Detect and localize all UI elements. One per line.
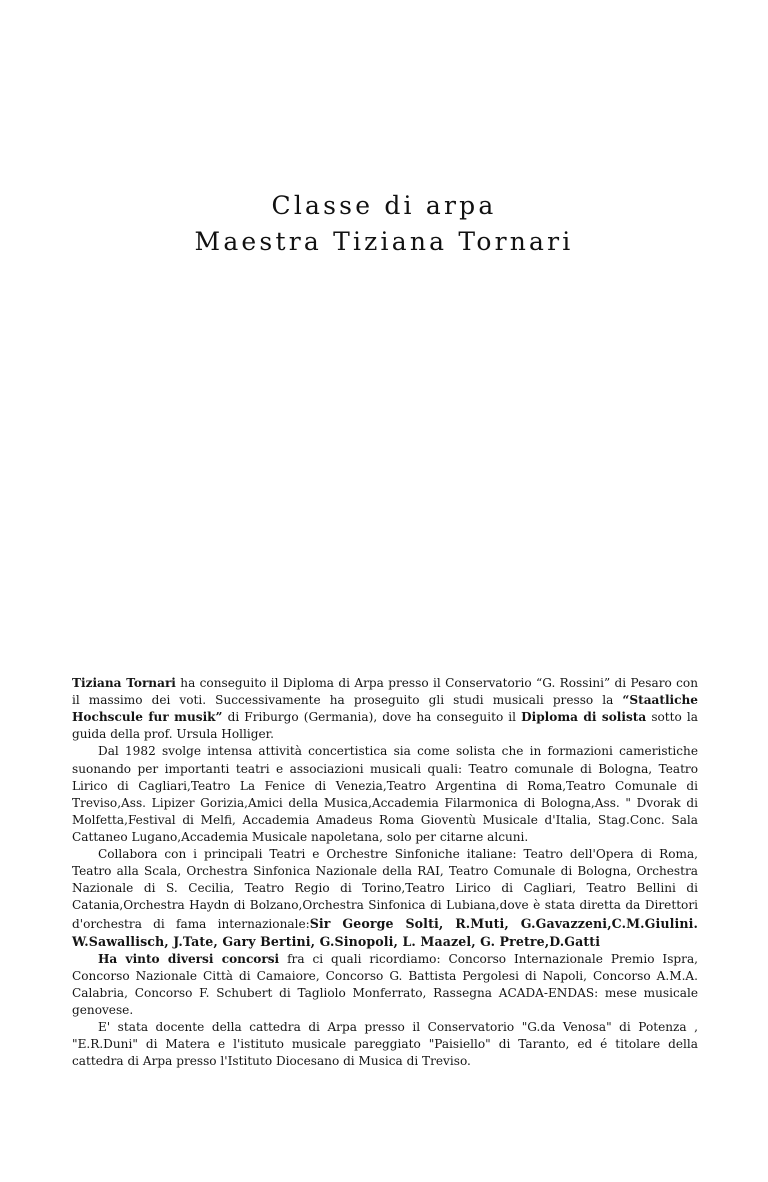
bio-bold-2: Diploma di solista <box>521 710 647 725</box>
collaborations-text: Collabora con i principali Teatri e Orchestre Sinfoniche italiane: Teatro dell'Opera di Roma, Teatro alla Scala, Orchestra Sinfonica Nazionale della RAI, Teatro Comunale di Bologna, Orchestra Nazionale di S. Cecilia, Teatro Regio di Torino,Teatro Lirico di Cagliari, Teatro Bellini di Catania,Orchestra Haydn di Bolzano,Orchestra Sinfonica di Lubiana,dove è stata diretta da Direttori d'orchestra di fama internazionale: <box>72 847 698 931</box>
paragraph-bio-intro <box>72 675 698 743</box>
conductors-list: Sir George Solti, R.Muti, G.Gavazzeni,C.M.Giulini. W.Sawallisch, J.Tate, Gary Bertini, <box>72 915 698 949</box>
paragraph-concert-activity: Dal 1982 svolge intensa attività concertistica sia come solista che in formazioni cameristiche suonando per importanti teatri e associazioni musicali quali: Teatro comunale di Bologna, Teatro Lirico di Cagliari,Teatro La Fenice di Venezia,Teatro Argentina di Roma,Teatro Comunale di Treviso,Ass. Lipizer Gorizia,Amici della Musica,Accademia Filarmonica di Bologna,Ass. " Dvorak di Molfetta,Festival di Melfi, Accademia Amadeus Roma Gioventù Musicale d'Italia, Stag.Conc. Sala Cattaneo Lugano,Accademia Musicale napoletana, solo per citarne alcuni. <box>72 744 698 844</box>
document-body <box>72 675 698 1071</box>
document-page <box>0 188 768 1182</box>
competitions-lead: Ha vinto diversi concorsi <box>98 951 280 966</box>
competitions-text: fra ci quali ricordiamo: Concorso Internazionale Premio Ispra, Concorso Nazionale Città di Camaiore, Concorso G. Battista Pergolesi di Napoli, Concorso A.M.A. Calabria, Concorso F. Schubert di Tagliolo Monferrato, Rassegna ACADA-ENDAS: mese musicale genovese. <box>72 951 698 1018</box>
conductors-list-tail: G.Sinopoli, L. Maazel, G. Pretre,D.Gatti <box>315 933 601 949</box>
title-line-2: Maestra Tiziana Tornari <box>194 226 574 256</box>
title-line-1: Classe di arpa <box>271 191 497 220</box>
paragraph-competitions <box>72 951 698 1019</box>
lead-name: Tiziana Tornari <box>72 676 176 690</box>
bio-text-1: ha conseguito il Diploma di Arpa presso il Conservatorio “G. Rossini” di Pesaro con il massimo dei voti. Successivamente ha proseguito gli studi musicali presso la <box>72 676 698 708</box>
bio-text-2: di Friburgo (Germania), dove ha conseguito il <box>222 710 522 725</box>
bio-bold-1: “Staatliche Hochscule fur musik” <box>72 693 698 725</box>
paragraph-teaching: E' stata docente della cattedra di Arpa presso il Conservatorio "G.da Venosa" di Potenza , "E.R.Duni" di Matera e l'istituto musicale pareggiato "Paisiello" di Taranto, ed é titolare della cattedra di Arpa presso l'Istituto Diocesano di Musica di Treviso. <box>72 1020 698 1069</box>
bio-text-3: sotto la guida della prof. Ursula Holliger. <box>72 710 698 742</box>
paragraph-collaborations <box>72 846 698 951</box>
page-title <box>0 188 768 259</box>
